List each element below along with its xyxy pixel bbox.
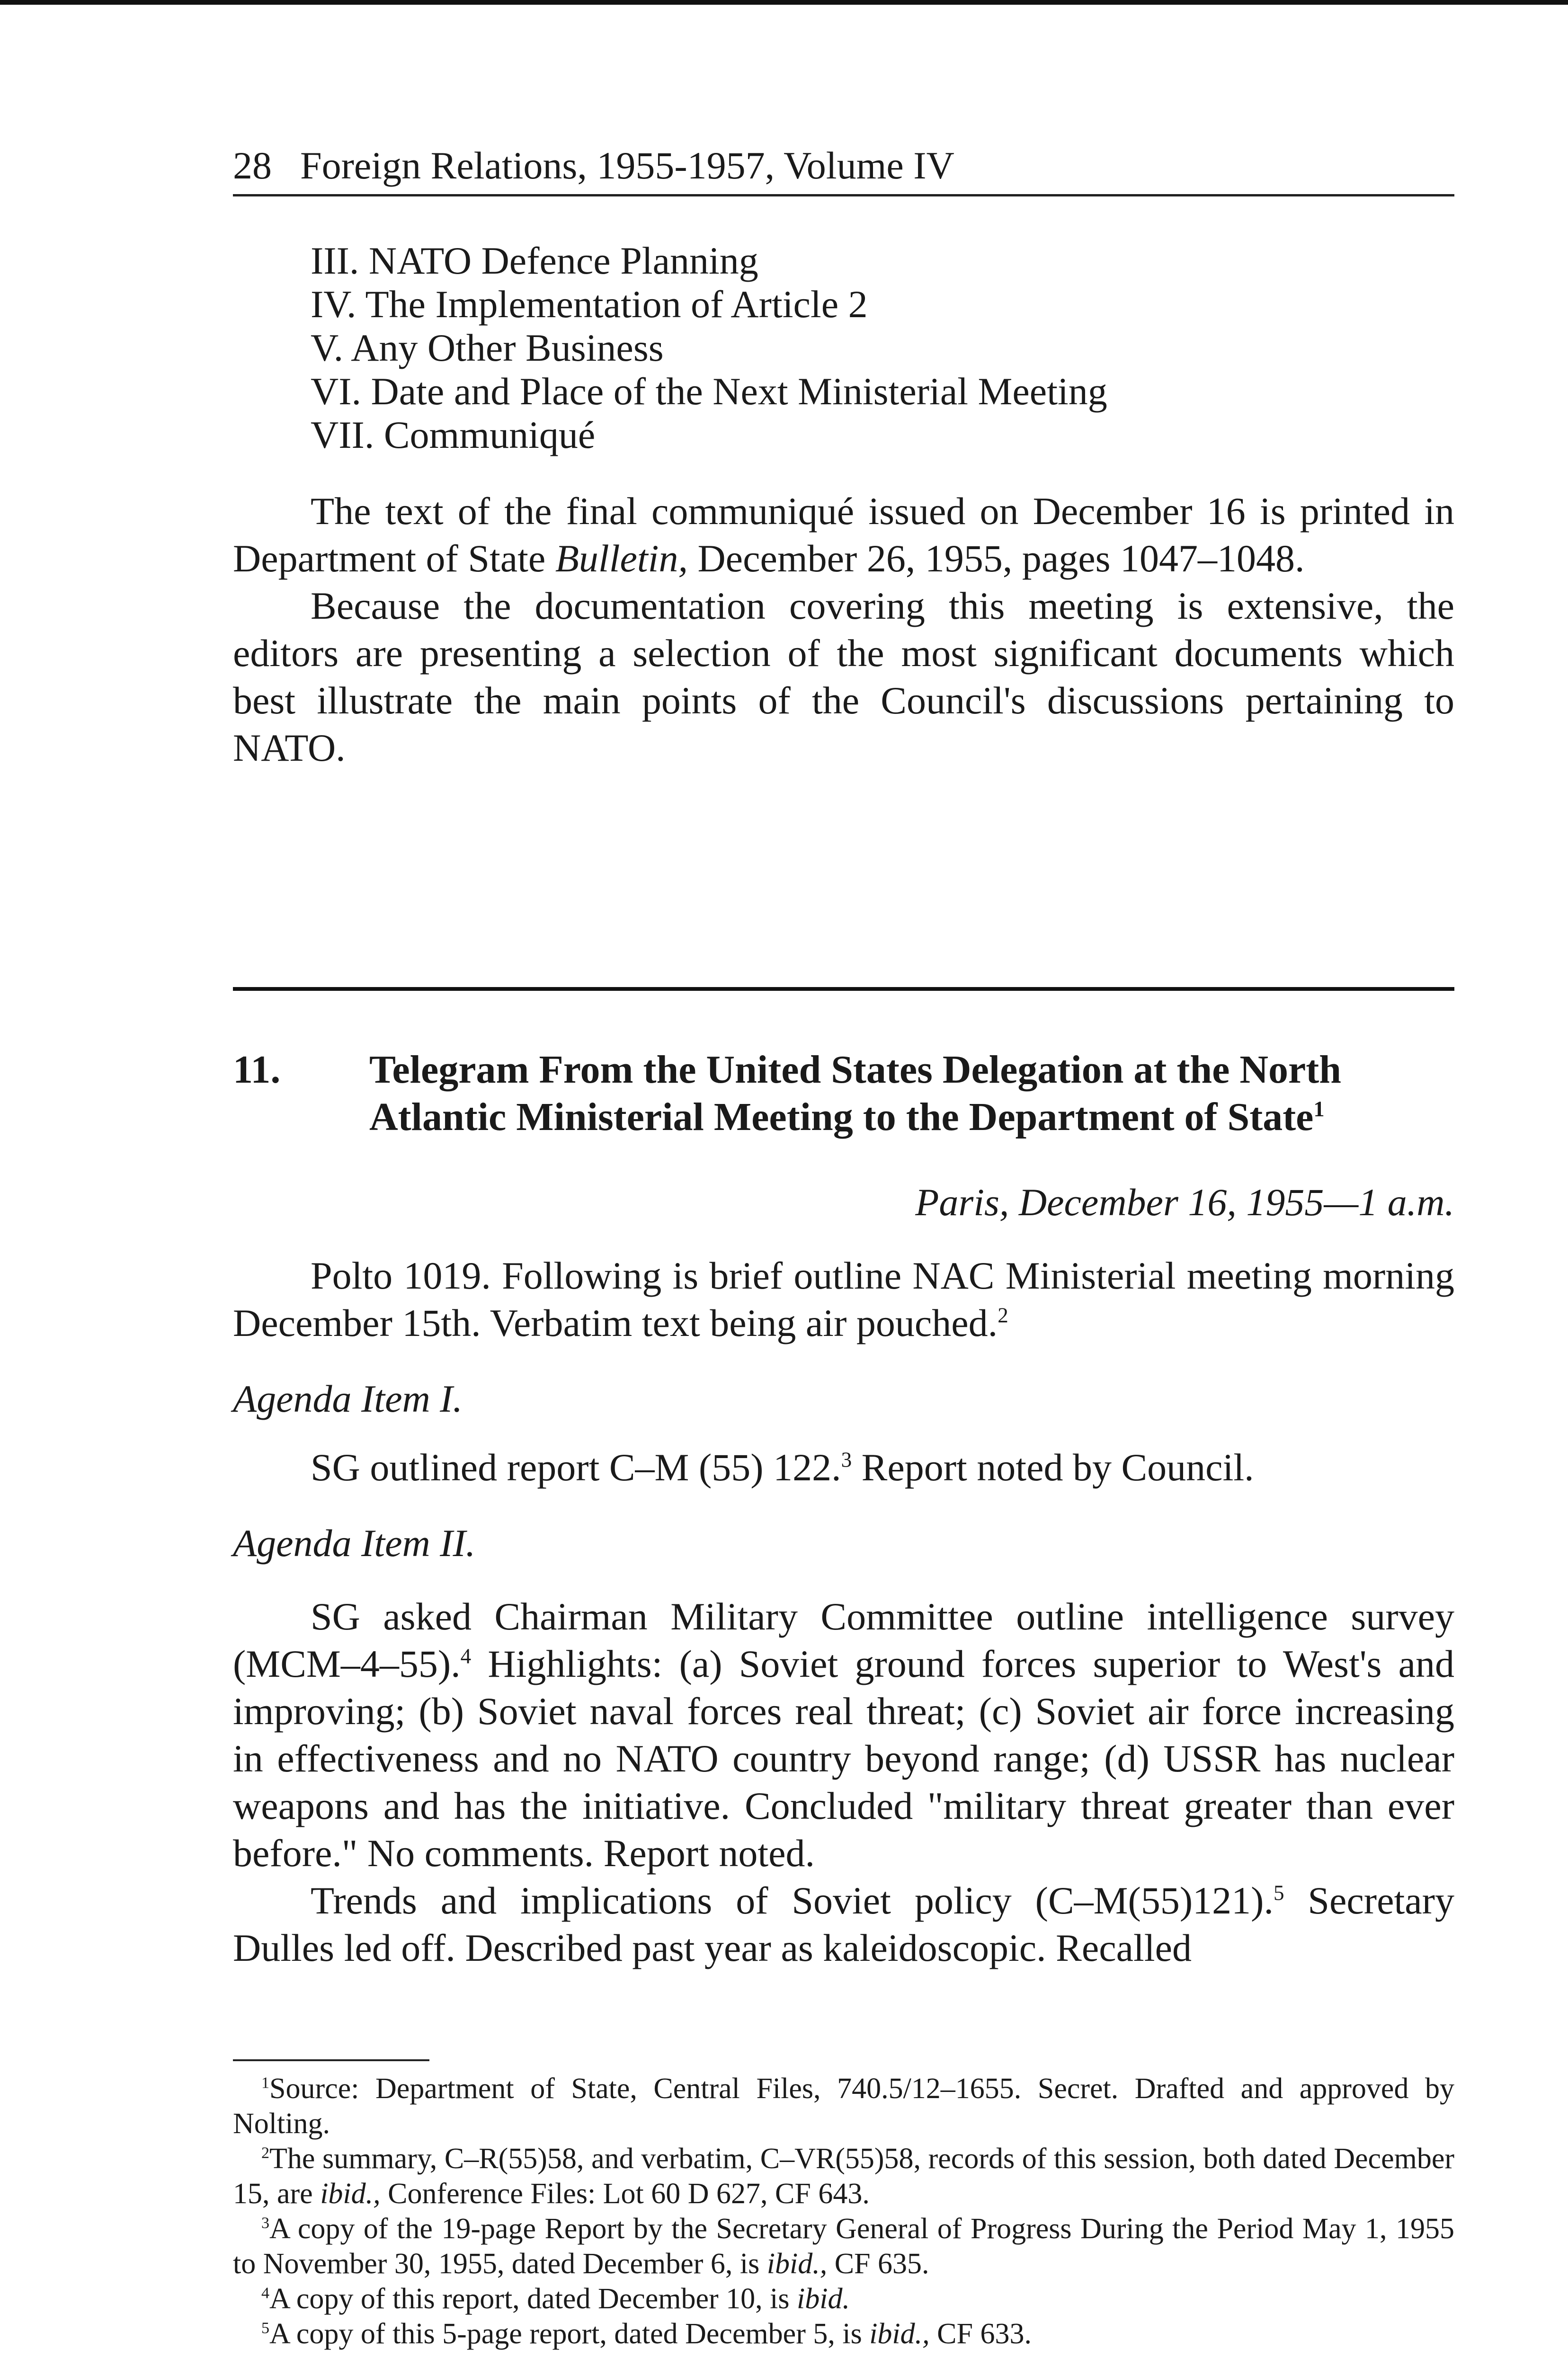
- agenda-item: VI. Date and Place of the Next Ministerial Meeting: [311, 370, 1107, 413]
- agenda-list: [311, 239, 1447, 457]
- footnote-ref: 2: [998, 1303, 1008, 1327]
- soviet-policy-paragraph: Trends and implications of Soviet policy (C–M(55)121).$^5$ Secretary Dulles led off. Described past year as kaleidoscopic. Recalled: [233, 1879, 1454, 1969]
- footnote: $^4$A copy of this report, dated December 10, is ibid.: [261, 2283, 850, 2315]
- intro-paragraph-selection: Because the documentation covering this meeting is extensive, the editors are presenting a selection of the most significant documents which best illustrate the main points of the Council's discussions pertaining to NATO.: [233, 584, 1454, 769]
- agenda-item-i-heading: Agenda Item I.: [233, 1377, 463, 1420]
- agenda-item: III. NATO Defence Planning: [311, 239, 758, 282]
- opening-text: [233, 1252, 1454, 1347]
- footnote-ref: 5: [1273, 1881, 1284, 1905]
- running-head-rule: [233, 194, 1454, 196]
- top-border: [0, 0, 1568, 5]
- footnote: $^3$A copy of the 19-page Report by the Secretary General of Progress During the Period May 1, 1955 to November 30, 1955, dated December 6, is ibid., CF 635.: [233, 2213, 1454, 2280]
- agenda-item-ii-text: [233, 1593, 1454, 1972]
- intelligence-survey-paragraph: SG asked Chairman Military Committee outline intelligence survey (MCM–4–55).$^4$ Highlights: (a) Soviet ground forces superior to West's and improving; (b) Soviet naval forces real threat; (c) Soviet air force increasing in effectiveness and no NATO country beyond range; (d) USSR has nuclear weapons and has the initiative. Concluded "military threat greater than ever before." No comments. Report noted.: [233, 1595, 1454, 1875]
- dateline: Paris, December 16, 1955—1 a.m.: [915, 1181, 1454, 1224]
- running-head-title: Foreign Relations, 1955-1957, Volume IV: [300, 144, 954, 187]
- agenda-item: VII. Communiqué: [311, 413, 596, 456]
- agenda-item: V. Any Other Business: [311, 326, 664, 369]
- footnote-ref: 3: [841, 1448, 852, 1472]
- agenda-item: IV. The Implementation of Article 2: [311, 283, 868, 326]
- running-head: [233, 137, 1454, 194]
- agenda-item-i-text: SG outlined report C–M (55) 122.$^3$ Report noted by Council.: [311, 1446, 1254, 1489]
- footnotes: [233, 2071, 1454, 2351]
- footnote-rule: [233, 2059, 429, 2061]
- footnote-ref: 4: [460, 1644, 472, 1668]
- document-title: Telegram From the United States Delegation at the North Atlantic Ministerial Meeting to the Department of State$^1$: [369, 1048, 1341, 1139]
- footnote: $^1$Source: Department of State, Central Files, 740.5/12–1655. Secret. Drafted and approved by Nolting.: [233, 2073, 1454, 2140]
- footnote: $^2$The summary, C–R(55)58, and verbatim, C–VR(55)58, records of this session, both dated December 15, are ibid., Conference Files: Lot 60 D 627, CF 643.: [233, 2143, 1454, 2210]
- opening-paragraph: Polto 1019. Following is brief outline NAC Ministerial meeting morning December 15th. Verbatim text being air pouched.$^2$: [233, 1254, 1454, 1344]
- section-divider: [233, 987, 1454, 991]
- intro-paragraph-communique: The text of the final communiqué issued on December 16 is printed in Department of State Bulletin, December 26, 1955, pages 1047–1048.: [233, 489, 1454, 580]
- footnote: $^5$A copy of this 5-page report, dated December 5, is ibid., CF 633.: [261, 2318, 1032, 2350]
- footnote-ref: 1: [1313, 1097, 1325, 1121]
- intro-text: [233, 488, 1454, 772]
- page-number: 28: [233, 144, 272, 187]
- agenda-item-ii-heading: Agenda Item II.: [233, 1522, 476, 1565]
- document-number: 11.: [233, 1048, 281, 1092]
